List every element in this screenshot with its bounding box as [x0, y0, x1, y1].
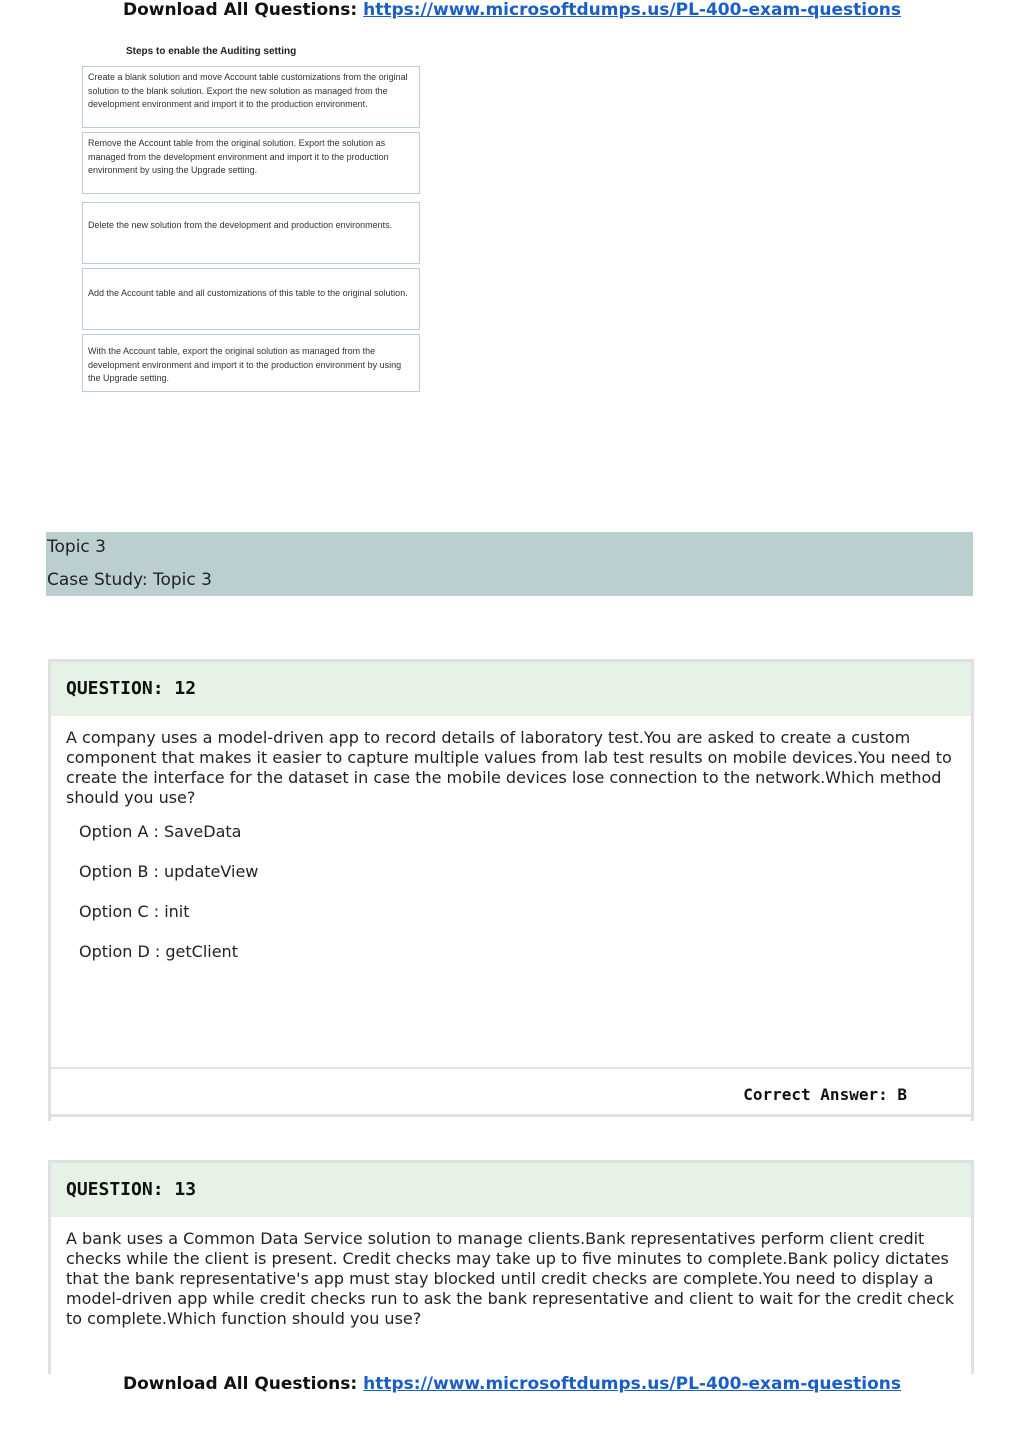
question-text: A bank uses a Common Data Service solution to manage clients.Bank representatives perform client credit checks while the client is present. Credit checks may take up to five minutes to complete.Bank policy dictates that the bank representative's app must stay blocked until credit checks are complete.You need to display a model-driven app while credit checks run to ask the bank representative and client to wait for the credit check to complete.Which function should you use?	[66, 1229, 955, 1328]
question-header: QUESTION: 12	[51, 662, 971, 716]
option-d[interactable]: Option D : getClient	[79, 942, 238, 961]
option-b[interactable]: Option B : updateView	[79, 862, 259, 881]
question-card	[48, 1160, 974, 1374]
question-header: QUESTION: 13	[51, 1163, 971, 1217]
correct-answer: Correct Answer: B	[743, 1085, 907, 1104]
step-box[interactable]: With the Account table, export the original solution as managed from the development environment and import it to the production environment by using the Upgrade setting.	[82, 334, 420, 392]
step-box[interactable]: Create a blank solution and move Account table customizations from the original solution to the blank solution. Export the new solution as managed from the development environment and import it to the production environment.	[82, 66, 420, 128]
download-link[interactable]: https://www.microsoftdumps.us/PL-400-exam-questions	[363, 1374, 902, 1394]
download-label: Download All Questions:	[122, 1374, 358, 1394]
download-footer	[0, 1374, 1024, 1394]
topic-title: Topic 3	[47, 537, 106, 557]
topic-band	[46, 532, 973, 596]
step-box[interactable]: Remove the Account table from the original solution. Export the solution as managed from the development environment and import it to the production environment by using the Upgrade setting.	[82, 132, 420, 194]
step-box[interactable]: Add the Account table and all customizations of this table to the original solution.	[82, 268, 420, 330]
steps-title: Steps to enable the Auditing setting	[126, 46, 297, 57]
answer-row	[51, 1067, 971, 1117]
auditing-steps-figure	[82, 46, 422, 383]
question-card	[48, 659, 974, 1121]
download-header	[0, 0, 1024, 20]
download-link[interactable]: https://www.microsoftdumps.us/PL-400-exam-questions	[363, 0, 902, 20]
step-box[interactable]: Delete the new solution from the development and production environments.	[82, 202, 420, 264]
option-a[interactable]: Option A : SaveData	[79, 822, 242, 841]
option-c[interactable]: Option C : init	[79, 902, 190, 921]
option-list	[51, 808, 971, 982]
download-label: Download All Questions:	[122, 0, 358, 20]
case-study-title: Case Study: Topic 3	[47, 570, 212, 590]
question-text: A company uses a model-driven app to record details of laboratory test.You are asked to create a custom component that makes it easier to capture multiple values from lab test results on mobile devices.You need to create the interface for the dataset in case the mobile devices lose connection to the network.Which method should you use?	[66, 728, 952, 807]
